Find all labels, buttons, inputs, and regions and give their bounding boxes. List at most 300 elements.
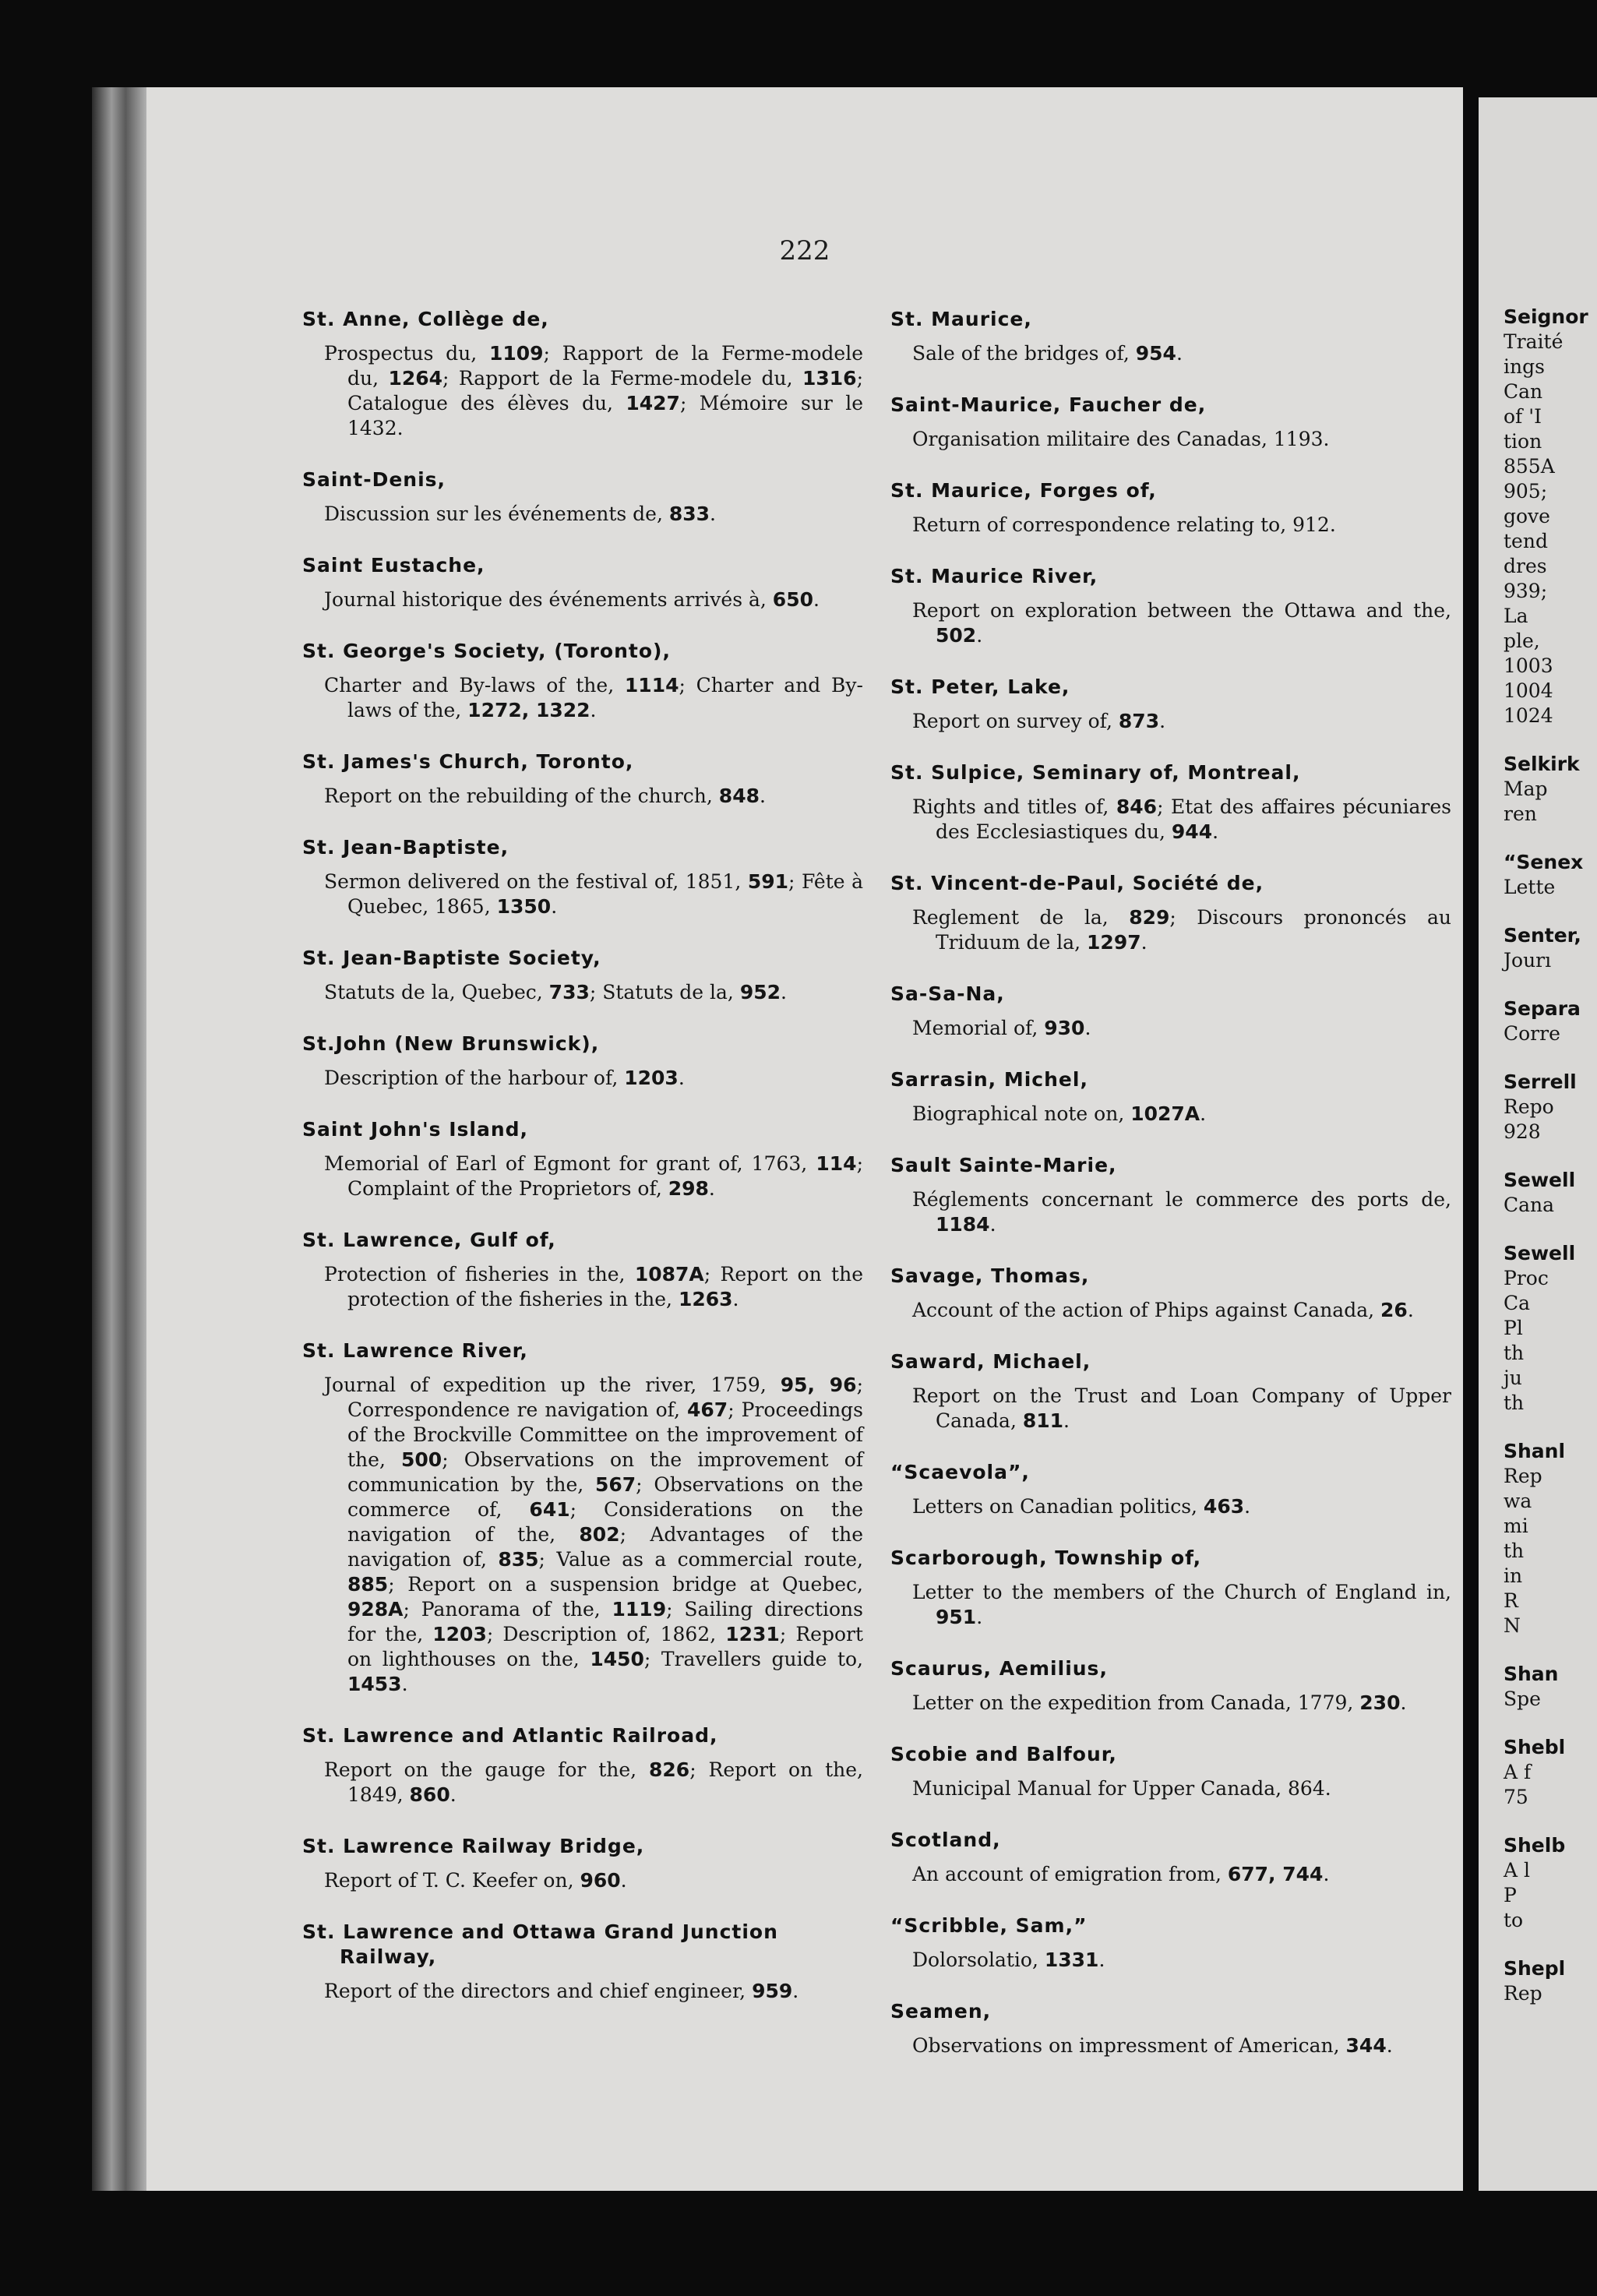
entry-text: Organisation militaire des Canadas, 1193. xyxy=(912,428,1330,450)
fragment-line: 1024 xyxy=(1504,704,1553,727)
entry-text: ; Complaint of the Proprietors of, xyxy=(347,1152,863,1200)
entry-text: Report on the rebuilding of the church, xyxy=(324,785,719,807)
left-column xyxy=(302,307,863,2030)
fragment-line: A l xyxy=(1504,1859,1530,1882)
fragment-line: 855A xyxy=(1504,455,1555,478)
fragment-gap xyxy=(1504,1712,1597,1735)
fragment-gap xyxy=(1504,728,1597,752)
fragment-line: Can xyxy=(1504,380,1543,403)
index-entry xyxy=(302,749,863,809)
entry-reference-number: 1297 xyxy=(1087,931,1141,954)
entry-reference-number: 1450 xyxy=(590,1648,644,1670)
fragment-line: Pl xyxy=(1504,1317,1523,1339)
fragment-heading: Separa xyxy=(1504,997,1581,1020)
entry-body xyxy=(890,1580,1451,1630)
entry-text: Discussion sur les événements de, xyxy=(324,503,669,525)
entry-text: Rights and titles of, xyxy=(912,795,1116,818)
entry-reference-number: 641 xyxy=(529,1498,570,1521)
adjacent-page-fragments xyxy=(1504,305,1597,2006)
index-entry xyxy=(890,1742,1451,1801)
fragment-line: ings xyxy=(1504,355,1545,378)
entry-text: . xyxy=(1200,1102,1207,1125)
fragment-heading: Shelb xyxy=(1504,1834,1566,1857)
entry-reference-number: 1331 xyxy=(1044,1949,1099,1971)
entry-heading: Seamen, xyxy=(890,2000,992,2023)
entry-heading: St. Peter, Lake, xyxy=(890,675,1070,698)
entry-text: ; Report on lighthouses on the, xyxy=(347,1623,863,1670)
entry-text: ; Proceedings of the Brockville Committee on the improvement of the, xyxy=(347,1398,864,1471)
entry-reference-number: 954 xyxy=(1135,342,1176,365)
entry-body xyxy=(890,1384,1451,1434)
entry-text: Réglements concernant le commerce des ports de, xyxy=(912,1188,1451,1211)
entry-reference-number: 114 xyxy=(816,1152,857,1175)
entry-text: ; Discours prononcés au Triduum de la, xyxy=(936,906,1451,954)
fragment-line: tion xyxy=(1504,430,1542,453)
entry-reference-number: 860 xyxy=(409,1783,450,1806)
entry-text: . xyxy=(401,1673,408,1695)
entry-text: Return of correspondence relating to, 912. xyxy=(912,513,1336,536)
entry-body xyxy=(890,1691,1451,1716)
entry-reference-number: 951 xyxy=(936,1606,977,1628)
entry-text: . xyxy=(1140,931,1148,954)
entry-text: . xyxy=(1244,1495,1251,1518)
entry-reference-number: 1203 xyxy=(624,1067,679,1089)
entry-text: Statuts de la, Quebec, xyxy=(324,981,549,1003)
entry-reference-number: 952 xyxy=(739,981,781,1003)
fragment-line: Cana xyxy=(1504,1194,1555,1216)
entry-body xyxy=(890,1494,1451,1519)
entry-body xyxy=(890,1187,1451,1237)
entry-heading: St. Vincent-de-Paul, Société de, xyxy=(890,872,1264,894)
entry-text: Report of T. C. Keefer on, xyxy=(324,1869,580,1892)
fragment-line: of 'I xyxy=(1504,405,1542,428)
entry-text: ; Mémoire sur le 1432. xyxy=(347,392,863,439)
entry-text: Account of the action of Phips against Canada, xyxy=(912,1299,1381,1321)
entry-reference-number: 1119 xyxy=(612,1598,667,1621)
entry-body xyxy=(890,905,1451,955)
entry-body xyxy=(302,1262,863,1312)
entry-text: ; Rapport de la Ferme-modele du, xyxy=(347,342,863,390)
entry-text: ; Charter and By-laws of the, xyxy=(347,674,863,721)
entry-text: Letter to the members of the Church of England in, xyxy=(912,1581,1451,1603)
entry-heading: St. James's Church, Toronto, xyxy=(302,750,634,773)
entry-text: ; Travellers guide to, xyxy=(643,1648,863,1670)
entry-text: ; Panorama of the, xyxy=(403,1598,612,1621)
index-entry xyxy=(302,1723,863,1808)
adjacent-page-edge xyxy=(1479,97,1597,2193)
entry-reference-number: 1453 xyxy=(347,1673,402,1695)
entry-body xyxy=(890,709,1451,734)
entry-reference-number: 95, 96 xyxy=(780,1374,857,1396)
entry-text: ; Observations on the commerce of, xyxy=(347,1473,864,1521)
entry-reference-number: 1184 xyxy=(936,1213,990,1236)
entry-heading: Scaurus, Aemilius, xyxy=(890,1657,1108,1680)
index-entry xyxy=(302,946,863,1005)
fragment-line: Spe xyxy=(1504,1688,1541,1710)
entry-text: Report on the Trust and Loan Company of Upper Canada, xyxy=(912,1384,1451,1432)
entry-body xyxy=(302,869,863,919)
index-entry xyxy=(890,1349,1451,1434)
fragment-line: 928 xyxy=(1504,1120,1541,1143)
entry-heading: St. Lawrence and Ottawa Grand Junction Railway, xyxy=(302,1920,778,1968)
index-entry xyxy=(890,1153,1451,1237)
entry-reference-number: 230 xyxy=(1359,1691,1401,1714)
entry-body xyxy=(890,513,1451,538)
entry-body xyxy=(302,1758,863,1808)
entry-body xyxy=(890,1102,1451,1127)
index-entry xyxy=(890,307,1451,366)
fragment-line: Corre xyxy=(1504,1022,1560,1045)
fragment-line: in xyxy=(1504,1564,1523,1587)
entry-body xyxy=(302,784,863,809)
entry-heading: St. Jean-Baptiste Society, xyxy=(302,947,601,969)
entry-heading: St. Lawrence, Gulf of, xyxy=(302,1229,556,1251)
fragment-line: Repo xyxy=(1504,1095,1554,1118)
fragment-line: Proc xyxy=(1504,1267,1549,1289)
index-entry xyxy=(302,1920,863,2004)
entry-text: ; Correspondence re navigation of, xyxy=(347,1374,864,1421)
entry-text: . xyxy=(1098,1949,1105,1971)
fragment-line: ple, xyxy=(1504,630,1540,652)
index-entry xyxy=(302,467,863,527)
entry-body xyxy=(302,1979,863,2004)
entry-heading: Scarborough, Township of, xyxy=(890,1547,1202,1569)
entry-heading: Saint John's Island, xyxy=(302,1118,529,1141)
entry-reference-number: 960 xyxy=(580,1869,621,1892)
index-entry xyxy=(890,1546,1451,1630)
entry-text: Report on survey of, xyxy=(912,710,1119,732)
entry-reference-number: 802 xyxy=(579,1523,620,1546)
entry-text: Municipal Manual for Upper Canada, 864. xyxy=(912,1777,1331,1800)
entry-text: ; Report on the, 1849, xyxy=(347,1758,863,1806)
fragment-heading: Sewell xyxy=(1504,1242,1576,1264)
entry-text: ; Statuts de la, xyxy=(589,981,740,1003)
entry-heading: St. Maurice, xyxy=(890,308,1032,330)
entry-text: ; Value as a commercial route, xyxy=(538,1548,864,1571)
index-page xyxy=(146,87,1463,2191)
entry-text: . xyxy=(551,895,558,918)
fragment-line: wa xyxy=(1504,1490,1532,1512)
entry-text: ; Report on the protection of the fisheries in the, xyxy=(347,1263,863,1310)
entry-text: . xyxy=(710,503,716,525)
scan-bottom-shadow xyxy=(146,2191,1597,2296)
entry-body xyxy=(890,2033,1451,2058)
entry-reference-number: 500 xyxy=(401,1448,442,1471)
entry-text: ; Report on a suspension bridge at Quebec, xyxy=(388,1573,863,1596)
entry-text: . xyxy=(1159,710,1166,732)
fragment-line: R xyxy=(1504,1589,1518,1612)
entry-reference-number: 1272, 1322 xyxy=(467,699,591,721)
entry-reference-number: 567 xyxy=(594,1473,636,1496)
entry-reference-number: 298 xyxy=(668,1177,709,1200)
index-entry xyxy=(890,564,1451,648)
entry-text: Memorial of, xyxy=(912,1017,1045,1039)
book-spine-edge xyxy=(92,87,148,2191)
fragment-heading: Shebl xyxy=(1504,1736,1566,1758)
entry-body xyxy=(302,1373,863,1697)
entry-heading: Scobie and Balfour, xyxy=(890,1743,1117,1765)
fragment-heading: Senter, xyxy=(1504,924,1581,947)
fragment-line: Jourı xyxy=(1504,949,1552,972)
entry-text: Dolorsolatio, xyxy=(912,1949,1045,1971)
fragment-gap xyxy=(1504,1416,1597,1439)
entry-reference-number: 1427 xyxy=(626,392,680,414)
entry-heading: “Scribble, Sam,” xyxy=(890,1914,1088,1937)
entry-reference-number: 677, 744 xyxy=(1227,1863,1324,1885)
entry-text: Charter and By-laws of the, xyxy=(324,674,625,697)
entry-body xyxy=(302,1868,863,1893)
entry-text: Observations on impressment of American, xyxy=(912,2034,1346,2057)
entry-body xyxy=(302,980,863,1005)
entry-reference-number: 833 xyxy=(668,503,710,525)
fragment-gap xyxy=(1504,1638,1597,1662)
entry-heading: St. Lawrence River, xyxy=(302,1339,528,1362)
entry-text: ; Observations on the improvement of communication by the, xyxy=(347,1448,863,1496)
index-entry xyxy=(890,1067,1451,1127)
entry-text: ; Description of, 1862, xyxy=(486,1623,726,1645)
entry-reference-number: 944 xyxy=(1171,820,1213,843)
entry-reference-number: 1203 xyxy=(432,1623,487,1645)
entry-text: . xyxy=(976,1606,983,1628)
entry-body xyxy=(302,1066,863,1091)
entry-reference-number: 928A xyxy=(347,1598,404,1621)
index-entry xyxy=(890,1264,1451,1323)
entry-text: . xyxy=(1084,1017,1091,1039)
fragment-line: N xyxy=(1504,1614,1521,1637)
entry-text: . xyxy=(792,1980,799,2002)
fragment-line: 905; xyxy=(1504,480,1548,503)
entry-body xyxy=(890,1298,1451,1323)
entry-heading: Saint-Denis, xyxy=(302,468,446,491)
entry-reference-number: 1264 xyxy=(388,367,443,390)
entry-heading: Saint-Maurice, Faucher de, xyxy=(890,393,1207,416)
entry-heading: “Scaevola”, xyxy=(890,1461,1030,1483)
entry-text: Letters on Canadian politics, xyxy=(912,1495,1204,1518)
entry-reference-number: 650 xyxy=(772,588,813,611)
entry-reference-number: 835 xyxy=(498,1548,539,1571)
fragment-line: 939; xyxy=(1504,580,1548,602)
fragment-gap xyxy=(1504,1810,1597,1833)
entry-text: ; Rapport de la Ferme-modele du, xyxy=(442,367,802,390)
index-entry xyxy=(890,760,1451,845)
entry-text: Journal of expedition up the river, 1759, xyxy=(324,1374,781,1396)
fragment-line: Lette xyxy=(1504,876,1556,898)
entry-heading: Saint Eustache, xyxy=(302,554,485,577)
entry-text: Sale of the bridges of, xyxy=(912,342,1136,365)
entry-text: Protection of fisheries in the, xyxy=(324,1263,635,1286)
entry-text: Reglement de la, xyxy=(912,906,1130,929)
entry-text: . xyxy=(449,1783,457,1806)
fragment-line: gove xyxy=(1504,505,1550,527)
fragment-heading: Serrell xyxy=(1504,1070,1577,1093)
entry-heading: St. Lawrence Railway Bridge, xyxy=(302,1835,645,1857)
entry-text: . xyxy=(620,1869,627,1892)
fragment-line: dres xyxy=(1504,555,1547,577)
index-entry xyxy=(302,835,863,919)
index-entry xyxy=(302,1032,863,1091)
entry-text: . xyxy=(1400,1691,1407,1714)
entry-reference-number: 1316 xyxy=(802,367,857,390)
entry-body xyxy=(302,341,863,441)
entry-body xyxy=(302,673,863,723)
index-entry xyxy=(302,1834,863,1893)
entry-body xyxy=(890,1776,1451,1801)
entry-text: . xyxy=(976,624,983,647)
fragment-line: th xyxy=(1504,1539,1525,1562)
entry-body xyxy=(302,1152,863,1201)
entry-text: Biographical note on, xyxy=(912,1102,1131,1125)
fragment-heading: Shepl xyxy=(1504,1957,1566,1980)
entry-text: ; Sailing directions for the, xyxy=(347,1598,863,1645)
fragment-line: tend xyxy=(1504,530,1548,552)
entry-text: . xyxy=(813,588,820,611)
entry-body xyxy=(890,341,1451,366)
entry-heading: St. Maurice, Forges of, xyxy=(890,479,1157,502)
entry-text: . xyxy=(708,1177,715,1200)
fragment-line: mi xyxy=(1504,1515,1528,1537)
fragment-line: Rep xyxy=(1504,1465,1542,1487)
entry-text: . xyxy=(989,1213,996,1236)
entry-text: . xyxy=(1407,1299,1414,1321)
entry-heading: St. Anne, Collège de, xyxy=(302,308,549,330)
fragment-gap xyxy=(1504,973,1597,996)
entry-text: . xyxy=(1176,342,1183,365)
entry-heading: Scotland, xyxy=(890,1829,1001,1851)
fragment-line: th xyxy=(1504,1391,1525,1414)
fragment-line: Map xyxy=(1504,778,1548,800)
fragment-line: 1004 xyxy=(1504,679,1553,702)
fragment-line: P xyxy=(1504,1884,1517,1906)
index-entry xyxy=(302,639,863,723)
entry-reference-number: 463 xyxy=(1203,1495,1245,1518)
fragment-heading: Selkirk xyxy=(1504,753,1580,775)
entry-text: ; Advantages of the navigation of, xyxy=(347,1523,864,1571)
entry-heading: St. Lawrence and Atlantic Railroad, xyxy=(302,1724,718,1747)
entry-reference-number: 811 xyxy=(1022,1409,1064,1432)
entry-text: . xyxy=(759,785,766,807)
fragment-line: 75 xyxy=(1504,1786,1528,1808)
entry-body xyxy=(890,598,1451,648)
entry-heading: St. George's Society, (Toronto), xyxy=(302,640,671,662)
entry-text: An account of emigration from, xyxy=(912,1863,1228,1885)
entry-reference-number: 829 xyxy=(1129,906,1170,929)
entry-text: Prospectus du, xyxy=(324,342,489,365)
entry-text: . xyxy=(1063,1409,1070,1432)
entry-body xyxy=(302,587,863,612)
entry-text: Letter on the expedition from Canada, 1779, xyxy=(912,1691,1360,1714)
entry-body xyxy=(302,502,863,527)
entry-body xyxy=(890,1862,1451,1887)
entry-text: Report of the directors and chief engineer, xyxy=(324,1980,753,2002)
fragment-gap xyxy=(1504,1144,1597,1168)
entry-reference-number: 1027A xyxy=(1130,1102,1200,1125)
index-entry xyxy=(890,1828,1451,1887)
entry-reference-number: 959 xyxy=(752,1980,793,2002)
entry-reference-number: 1087A xyxy=(634,1263,704,1286)
entry-heading: Savage, Thomas, xyxy=(890,1264,1090,1287)
entry-text: Sermon delivered on the festival of, 1851, xyxy=(324,870,748,893)
entry-reference-number: 26 xyxy=(1380,1299,1408,1321)
entry-reference-number: 1114 xyxy=(624,674,679,697)
index-entry xyxy=(302,1338,863,1697)
entry-text: . xyxy=(1212,820,1219,843)
fragment-line: ren xyxy=(1504,802,1537,825)
right-column xyxy=(890,307,1451,2085)
index-entry xyxy=(890,393,1451,452)
index-entry xyxy=(890,871,1451,955)
entry-heading: St.John (New Brunswick), xyxy=(302,1032,600,1055)
entry-reference-number: 502 xyxy=(936,624,977,647)
entry-reference-number: 846 xyxy=(1116,795,1158,818)
entry-body xyxy=(890,1948,1451,1973)
index-entry xyxy=(890,478,1451,538)
index-entry xyxy=(890,675,1451,734)
entry-text: Journal historique des événements arrivés à, xyxy=(324,588,773,611)
entry-reference-number: 1350 xyxy=(496,895,552,918)
index-entry xyxy=(890,1999,1451,2058)
fragment-heading: Seignor xyxy=(1504,305,1588,328)
entry-text: ; Fête à Quebec, 1865, xyxy=(347,870,863,918)
entry-text: Report on the gauge for the, xyxy=(324,1758,650,1781)
entry-text: . xyxy=(732,1288,739,1310)
entry-reference-number: 591 xyxy=(747,870,788,893)
fragment-line: 1003 xyxy=(1504,654,1553,677)
index-entry xyxy=(302,307,863,441)
entry-reference-number: 1109 xyxy=(488,342,544,365)
index-entry xyxy=(302,1228,863,1312)
fragment-line: ju xyxy=(1504,1367,1522,1389)
index-entry xyxy=(890,1913,1451,1973)
fragment-gap xyxy=(1504,900,1597,923)
fragment-line: to xyxy=(1504,1909,1524,1931)
entry-text: Memorial of Earl of Egmont for grant of, 1763, xyxy=(324,1152,816,1175)
fragment-gap xyxy=(1504,827,1597,850)
entry-body xyxy=(890,427,1451,452)
entry-heading: Sarrasin, Michel, xyxy=(890,1068,1088,1091)
fragment-heading: Sewell xyxy=(1504,1169,1576,1191)
entry-heading: Sa-Sa-Na, xyxy=(890,982,1005,1005)
fragment-line: Traité xyxy=(1504,330,1564,353)
fragment-gap xyxy=(1504,1046,1597,1070)
entry-text: Report on exploration between the Ottawa and the, xyxy=(912,599,1451,622)
index-entry xyxy=(302,1117,863,1201)
fragment-gap xyxy=(1504,1218,1597,1241)
entry-heading: Saward, Michael, xyxy=(890,1350,1091,1373)
index-entry xyxy=(890,1656,1451,1716)
entry-reference-number: 733 xyxy=(548,981,590,1003)
entry-reference-number: 848 xyxy=(718,785,760,807)
entry-heading: St. Sulpice, Seminary of, Montreal, xyxy=(890,761,1301,784)
entry-text: . xyxy=(1386,2034,1393,2057)
entry-body xyxy=(890,795,1451,845)
fragment-heading: “Senex xyxy=(1504,851,1584,873)
entry-heading: Sault Sainte-Marie, xyxy=(890,1154,1117,1176)
entry-reference-number: 930 xyxy=(1044,1017,1085,1039)
fragment-line: La xyxy=(1504,605,1528,627)
index-entry xyxy=(302,553,863,612)
fragment-heading: Shanl xyxy=(1504,1440,1566,1462)
entry-reference-number: 826 xyxy=(649,1758,690,1781)
fragment-heading: Shan xyxy=(1504,1663,1559,1685)
entry-text: . xyxy=(590,699,597,721)
entry-reference-number: 873 xyxy=(1118,710,1160,732)
entry-text: . xyxy=(1323,1863,1330,1885)
fragment-line: Ca xyxy=(1504,1292,1531,1314)
entry-heading: St. Maurice River, xyxy=(890,565,1098,587)
entry-text: ; Considerations on the navigation of the, xyxy=(347,1498,863,1546)
entry-text: . xyxy=(781,981,787,1003)
entry-reference-number: 1263 xyxy=(678,1288,733,1310)
